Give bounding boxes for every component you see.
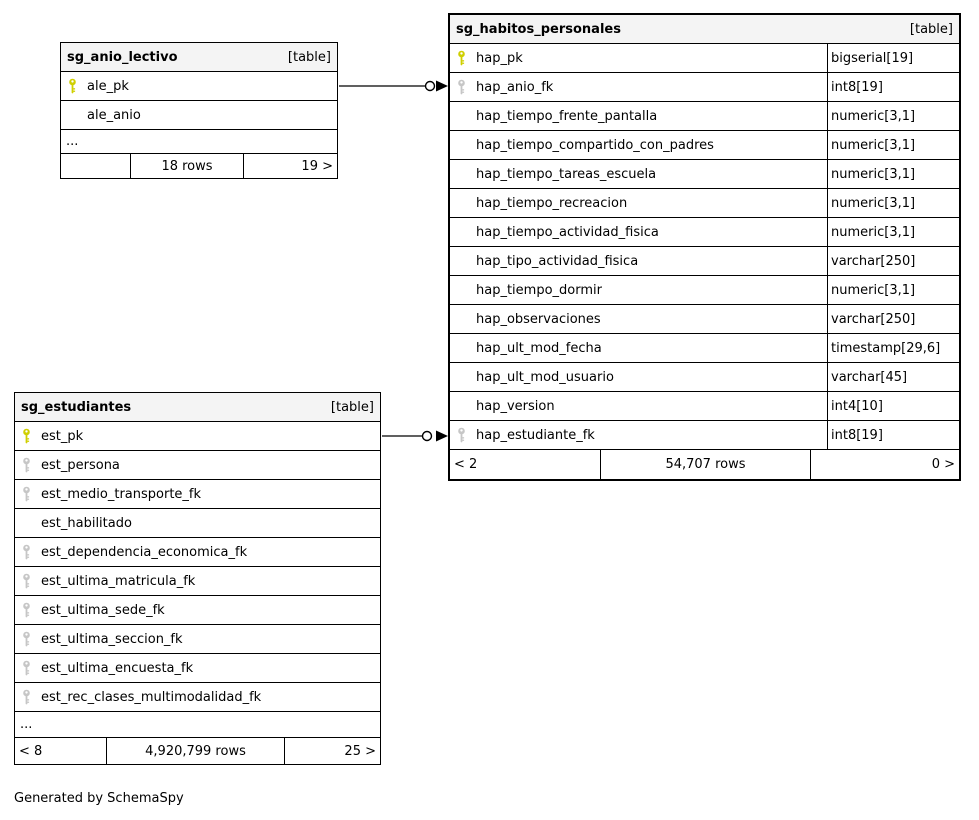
column-row [15,480,380,509]
column-type: int8[19] [827,421,959,449]
table-title: sg_habitos_personales [456,21,621,37]
relationship-anio-to-habitos [339,81,448,92]
parents-count: < 2 [454,457,478,472]
table-footer [450,450,959,479]
table-type-tag: [table] [287,49,331,65]
column-row [15,654,380,683]
parents-count: < 8 [19,743,43,759]
foreign-key-icon [456,427,474,443]
column-name: est_rec_clases_multimodalidad_fk [41,689,262,705]
row-count: 4,920,799 rows [106,738,284,764]
column-row [450,160,959,189]
column-name: est_persona [41,457,120,473]
column-name: hap_estudiante_fk [476,427,595,443]
foreign-key-icon [21,689,39,705]
table-header[interactable] [61,43,337,72]
column-name: est_medio_transporte_fk [41,486,202,502]
table-header[interactable] [450,15,959,44]
column-row [15,451,380,480]
column-row [450,131,959,160]
column-row [450,102,959,131]
column-row [450,334,959,363]
primary-key-icon [21,428,39,444]
column-type: bigserial[19] [827,44,959,72]
foreign-key-icon [21,573,39,589]
column-row [15,509,380,538]
column-name: hap_ult_mod_usuario [476,369,614,385]
column-row [450,189,959,218]
column-row-est-pk [15,422,380,451]
column-row [15,567,380,596]
table-title: sg_anio_lectivo [67,49,178,65]
column-type: numeric[3,1] [827,160,959,188]
column-name: ale_pk [87,78,129,94]
column-type: numeric[3,1] [827,276,959,304]
column-name: hap_tiempo_frente_pantalla [476,108,658,124]
children-count: 19 > [243,154,337,178]
column-type: int8[19] [827,73,959,101]
column-name: hap_tiempo_actividad_fisica [476,224,659,240]
column-type: numeric[3,1] [827,131,959,159]
column-name: est_pk [41,428,84,444]
table-sg-anio-lectivo[interactable] [60,42,338,179]
table-sg-estudiantes[interactable] [14,392,381,765]
table-footer [61,154,337,178]
foreign-key-icon [21,602,39,618]
children-count: 0 > [810,450,959,479]
column-name: est_ultima_seccion_fk [41,631,183,647]
column-row [15,538,380,567]
column-type: timestamp[29,6] [827,334,959,362]
foreign-key-icon [21,631,39,647]
column-row [450,218,959,247]
primary-key-icon [67,78,85,94]
column-row [450,247,959,276]
column-name: hap_tiempo_recreacion [476,195,628,211]
truncated-columns-indicator: ... [15,712,380,738]
column-row [15,625,380,654]
column-name: est_ultima_sede_fk [41,602,165,618]
relationship-estudiantes-to-habitos [382,431,448,442]
foreign-key-icon [21,457,39,473]
primary-key-icon [456,50,474,66]
column-name: hap_version [476,398,555,414]
table-header[interactable] [15,393,380,422]
column-row-hap-anio-fk [450,73,959,102]
truncated-columns-indicator: ... [61,130,337,154]
column-type: varchar[250] [827,247,959,275]
column-row [450,363,959,392]
column-name: est_dependencia_economica_fk [41,544,248,560]
column-row [15,683,380,712]
column-row [450,276,959,305]
column-name: hap_tipo_actividad_fisica [476,253,639,269]
column-type: numeric[3,1] [827,189,959,217]
row-count: 18 rows [130,154,243,178]
table-type-tag: [table] [909,21,953,37]
column-name: est_ultima_encuesta_fk [41,660,194,676]
column-type: varchar[45] [827,363,959,391]
footer-left-cell [61,154,130,178]
table-type-tag: [table] [330,399,374,415]
generated-by-note: Generated by SchemaSpy [14,791,184,806]
row-count: 54,707 rows [600,450,810,479]
column-row-ale-anio [61,101,337,130]
column-row [450,392,959,421]
children-count: 25 > [284,738,380,764]
column-type: varchar[250] [827,305,959,333]
column-name: est_ultima_matricula_fk [41,573,196,589]
foreign-key-icon [21,660,39,676]
column-type: numeric[3,1] [827,102,959,130]
column-name: hap_tiempo_compartido_con_padres [476,137,714,153]
column-name: hap_pk [476,50,523,66]
table-sg-habitos-personales[interactable] [448,13,961,481]
column-row-hap-estudiante-fk [450,421,959,450]
foreign-key-icon [456,79,474,95]
column-name: hap_tiempo_dormir [476,282,602,298]
column-name: hap_ult_mod_fecha [476,340,602,356]
column-name: ale_anio [87,107,141,123]
table-footer [15,738,380,764]
column-type: int4[10] [827,392,959,420]
column-name: hap_observaciones [476,311,601,327]
table-title: sg_estudiantes [21,399,132,415]
column-name: hap_tiempo_tareas_escuela [476,166,657,182]
foreign-key-icon [21,486,39,502]
column-row-hap-pk [450,44,959,73]
column-row-ale-pk [61,72,337,101]
column-row [15,596,380,625]
column-name: hap_anio_fk [476,79,554,95]
column-type: numeric[3,1] [827,218,959,246]
column-row [450,305,959,334]
foreign-key-icon [21,544,39,560]
column-name: est_habilitado [41,515,132,531]
